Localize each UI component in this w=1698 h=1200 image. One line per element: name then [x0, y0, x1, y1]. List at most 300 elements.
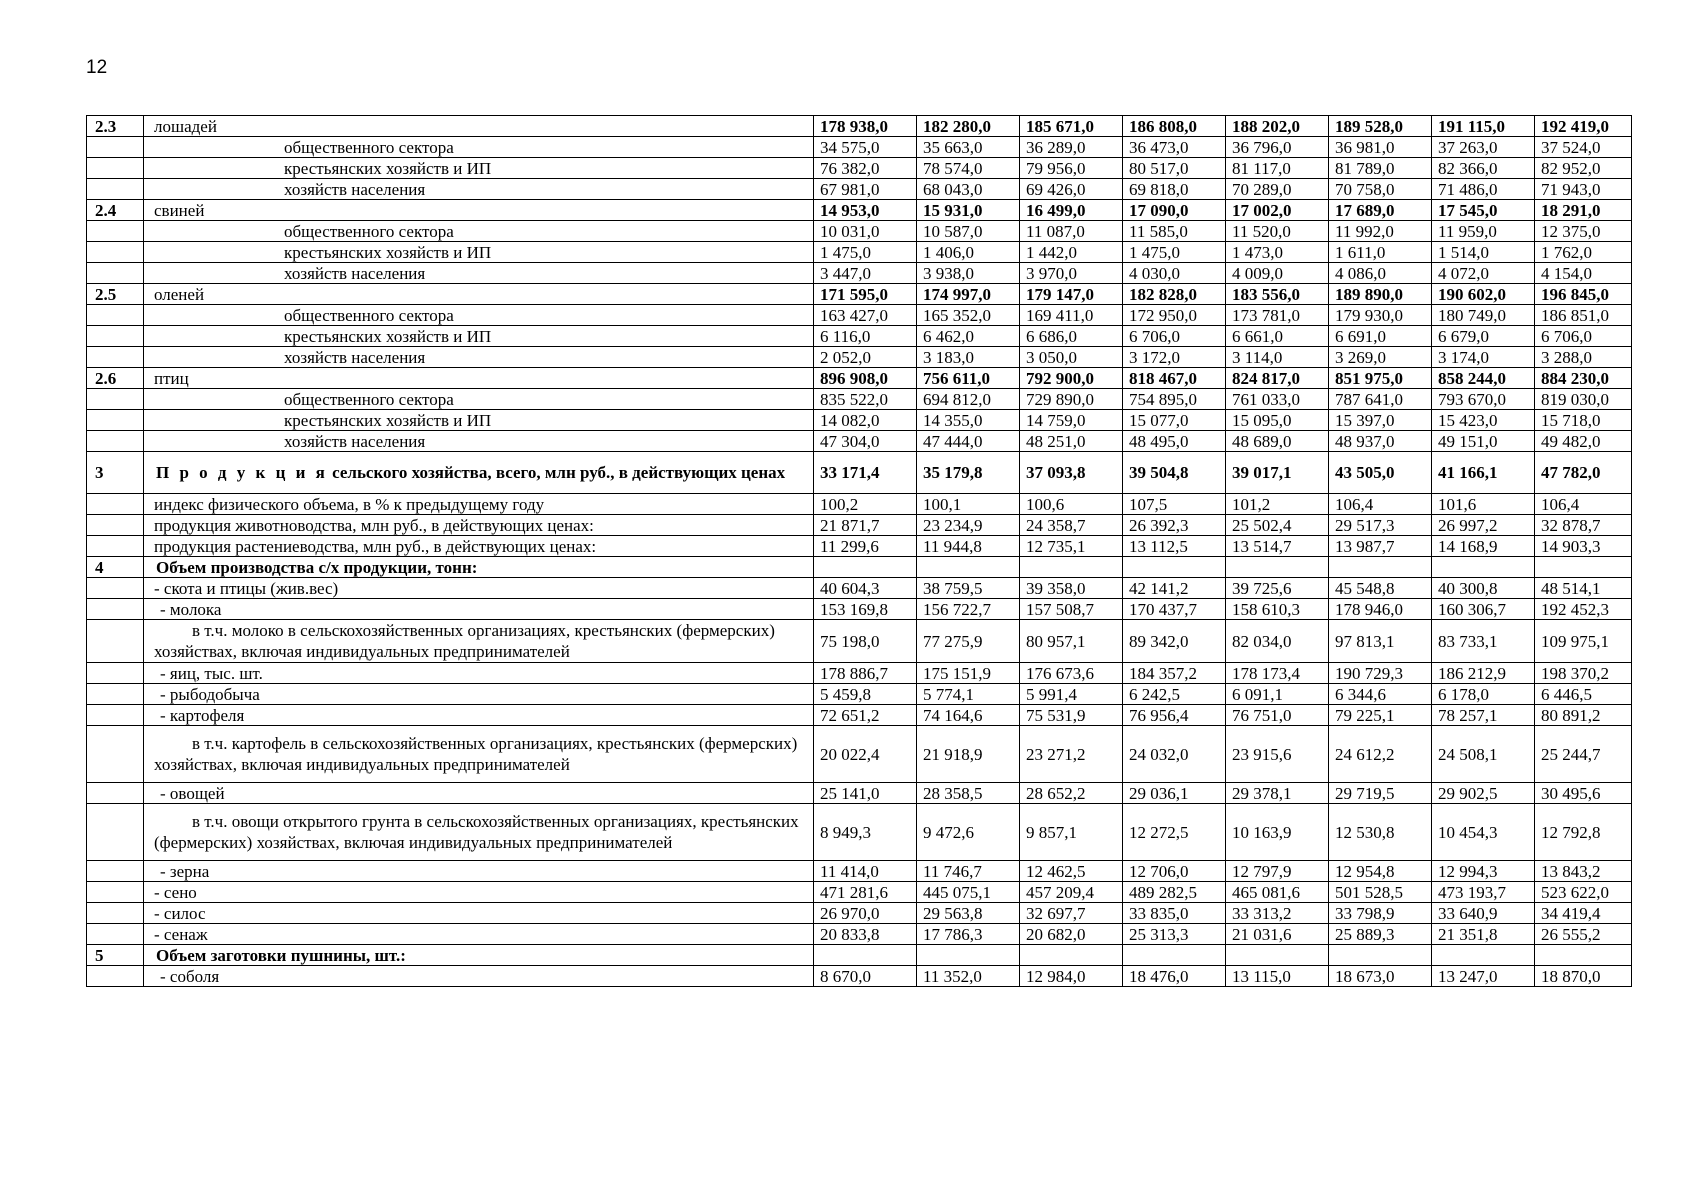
- row-label: - скота и птицы (жив.вес): [144, 578, 814, 599]
- value-cell: 12 954,8: [1329, 861, 1432, 882]
- row-label-text: сельского хозяйства, всего, млн руб., в действующих ценах: [327, 462, 786, 482]
- value-cell: 74 164,6: [917, 705, 1020, 726]
- value-cell: 18 673,0: [1329, 966, 1432, 987]
- row-label: общественного сектора: [144, 221, 814, 242]
- row-code: [87, 221, 144, 242]
- value-cell: 13 514,7: [1226, 536, 1329, 557]
- value-cell: [1432, 557, 1535, 578]
- value-cell: 6 706,0: [1535, 326, 1632, 347]
- value-cell: 10 031,0: [814, 221, 917, 242]
- value-cell: 165 352,0: [917, 305, 1020, 326]
- table-row: [87, 221, 1632, 242]
- value-cell: 28 652,2: [1020, 783, 1123, 804]
- value-cell: 29 378,1: [1226, 783, 1329, 804]
- row-label: - яиц, тыс. шт.: [144, 663, 814, 684]
- table-row: [87, 326, 1632, 347]
- value-cell: 6 706,0: [1123, 326, 1226, 347]
- table-row: [87, 882, 1632, 903]
- value-cell: 79 225,1: [1329, 705, 1432, 726]
- row-code: 2.4: [87, 200, 144, 221]
- value-cell: [1226, 945, 1329, 966]
- value-cell: 82 034,0: [1226, 620, 1329, 663]
- value-cell: 21 871,7: [814, 515, 917, 536]
- value-cell: 18 291,0: [1535, 200, 1632, 221]
- value-cell: 9 857,1: [1020, 804, 1123, 861]
- page-number: 12: [86, 57, 108, 78]
- row-code: [87, 158, 144, 179]
- value-cell: 20 833,8: [814, 924, 917, 945]
- value-cell: 186 851,0: [1535, 305, 1632, 326]
- row-code: [87, 966, 144, 987]
- value-cell: 196 845,0: [1535, 284, 1632, 305]
- value-cell: 23 234,9: [917, 515, 1020, 536]
- row-code: 3: [87, 452, 144, 494]
- value-cell: 38 759,5: [917, 578, 1020, 599]
- table-row: [87, 557, 1632, 578]
- value-cell: 182 828,0: [1123, 284, 1226, 305]
- value-cell: 89 342,0: [1123, 620, 1226, 663]
- row-code: [87, 242, 144, 263]
- value-cell: 24 032,0: [1123, 726, 1226, 783]
- value-cell: 39 017,1: [1226, 452, 1329, 494]
- table-row: [87, 431, 1632, 452]
- value-cell: 457 209,4: [1020, 882, 1123, 903]
- value-cell: 47 304,0: [814, 431, 917, 452]
- value-cell: 884 230,0: [1535, 368, 1632, 389]
- table-row: [87, 263, 1632, 284]
- row-code: 2.6: [87, 368, 144, 389]
- value-cell: 8 949,3: [814, 804, 917, 861]
- value-cell: 70 289,0: [1226, 179, 1329, 200]
- value-cell: 3 447,0: [814, 263, 917, 284]
- value-cell: 175 151,9: [917, 663, 1020, 684]
- row-code: [87, 924, 144, 945]
- value-cell: [1535, 557, 1632, 578]
- value-cell: 33 835,0: [1123, 903, 1226, 924]
- value-cell: 42 141,2: [1123, 578, 1226, 599]
- value-cell: 107,5: [1123, 494, 1226, 515]
- value-cell: 180 749,0: [1432, 305, 1535, 326]
- value-cell: 76 956,4: [1123, 705, 1226, 726]
- value-cell: 4 154,0: [1535, 263, 1632, 284]
- value-cell: 26 997,2: [1432, 515, 1535, 536]
- row-label: Объем заготовки пушнины, шт.:: [144, 945, 814, 966]
- table-row: [87, 903, 1632, 924]
- value-cell: 6 116,0: [814, 326, 917, 347]
- value-cell: [1020, 557, 1123, 578]
- value-cell: [1123, 557, 1226, 578]
- value-cell: [814, 557, 917, 578]
- value-cell: 11 944,8: [917, 536, 1020, 557]
- value-cell: 21 918,9: [917, 726, 1020, 783]
- table-row: [87, 284, 1632, 305]
- value-cell: 12 706,0: [1123, 861, 1226, 882]
- table-row: [87, 179, 1632, 200]
- value-cell: 20 682,0: [1020, 924, 1123, 945]
- value-cell: 97 813,1: [1329, 620, 1432, 663]
- value-cell: 819 030,0: [1535, 389, 1632, 410]
- row-label-spaced: П р о д у к ц и я: [156, 462, 328, 482]
- value-cell: 12 272,5: [1123, 804, 1226, 861]
- value-cell: 14 903,3: [1535, 536, 1632, 557]
- value-cell: 818 467,0: [1123, 368, 1226, 389]
- row-code: [87, 882, 144, 903]
- value-cell: 15 077,0: [1123, 410, 1226, 431]
- value-cell: 18 476,0: [1123, 966, 1226, 987]
- table-row: [87, 966, 1632, 987]
- value-cell: 14 953,0: [814, 200, 917, 221]
- value-cell: 13 843,2: [1535, 861, 1632, 882]
- row-label: крестьянских хозяйств и ИП: [144, 242, 814, 263]
- row-label: [144, 726, 814, 783]
- value-cell: 793 670,0: [1432, 389, 1535, 410]
- value-cell: 3 174,0: [1432, 347, 1535, 368]
- value-cell: 184 357,2: [1123, 663, 1226, 684]
- value-cell: 12 792,8: [1535, 804, 1632, 861]
- value-cell: 68 043,0: [917, 179, 1020, 200]
- row-label: хозяйств населения: [144, 347, 814, 368]
- row-label: оленей: [144, 284, 814, 305]
- value-cell: 47 782,0: [1535, 452, 1632, 494]
- row-label-text: в т.ч. овощи открытого грунта в сельскохозяйственных организациях, крестьянских (фермерских) хозяйствах, включая индивидуальных предпринимателей: [154, 812, 799, 852]
- value-cell: 21 031,6: [1226, 924, 1329, 945]
- row-code: [87, 305, 144, 326]
- value-cell: 37 093,8: [1020, 452, 1123, 494]
- value-cell: 14 082,0: [814, 410, 917, 431]
- row-label: - зерна: [144, 861, 814, 882]
- value-cell: 12 797,9: [1226, 861, 1329, 882]
- value-cell: 26 555,2: [1535, 924, 1632, 945]
- value-cell: 17 689,0: [1329, 200, 1432, 221]
- row-label-text: в т.ч. молоко в сельскохозяйственных организациях, крестьянских (фермерских) хозяйствах, включая индивидуальных предпринимателей: [154, 621, 775, 661]
- value-cell: 49 482,0: [1535, 431, 1632, 452]
- value-cell: 3 269,0: [1329, 347, 1432, 368]
- value-cell: 851 975,0: [1329, 368, 1432, 389]
- value-cell: 190 729,3: [1329, 663, 1432, 684]
- value-cell: [1226, 557, 1329, 578]
- row-code: [87, 137, 144, 158]
- value-cell: 37 263,0: [1432, 137, 1535, 158]
- value-cell: 10 163,9: [1226, 804, 1329, 861]
- value-cell: 17 002,0: [1226, 200, 1329, 221]
- row-label: хозяйств населения: [144, 431, 814, 452]
- value-cell: 13 112,5: [1123, 536, 1226, 557]
- value-cell: 15 931,0: [917, 200, 1020, 221]
- value-cell: 729 890,0: [1020, 389, 1123, 410]
- value-cell: 100,1: [917, 494, 1020, 515]
- value-cell: 5 459,8: [814, 684, 917, 705]
- value-cell: 11 087,0: [1020, 221, 1123, 242]
- table-row: [87, 116, 1632, 137]
- value-cell: 174 997,0: [917, 284, 1020, 305]
- value-cell: 1 406,0: [917, 242, 1020, 263]
- row-label: лошадей: [144, 116, 814, 137]
- value-cell: 169 411,0: [1020, 305, 1123, 326]
- value-cell: 824 817,0: [1226, 368, 1329, 389]
- value-cell: 29 517,3: [1329, 515, 1432, 536]
- value-cell: [814, 945, 917, 966]
- value-cell: 106,4: [1535, 494, 1632, 515]
- value-cell: 76 382,0: [814, 158, 917, 179]
- value-cell: 12 994,3: [1432, 861, 1535, 882]
- row-label: крестьянских хозяйств и ИП: [144, 326, 814, 347]
- value-cell: 896 908,0: [814, 368, 917, 389]
- table-row: [87, 945, 1632, 966]
- value-cell: 445 075,1: [917, 882, 1020, 903]
- row-label: общественного сектора: [144, 389, 814, 410]
- table-row: [87, 368, 1632, 389]
- value-cell: 501 528,5: [1329, 882, 1432, 903]
- value-cell: 835 522,0: [814, 389, 917, 410]
- table-row: [87, 536, 1632, 557]
- table-row: [87, 705, 1632, 726]
- value-cell: 106,4: [1329, 494, 1432, 515]
- row-code: [87, 861, 144, 882]
- value-cell: 489 282,5: [1123, 882, 1226, 903]
- value-cell: 787 641,0: [1329, 389, 1432, 410]
- value-cell: 24 612,2: [1329, 726, 1432, 783]
- row-label: крестьянских хозяйств и ИП: [144, 158, 814, 179]
- row-label: - картофеля: [144, 705, 814, 726]
- table-row: [87, 389, 1632, 410]
- value-cell: 43 505,0: [1329, 452, 1432, 494]
- value-cell: 1 762,0: [1535, 242, 1632, 263]
- row-label: продукция животноводства, млн руб., в действующих ценах:: [144, 515, 814, 536]
- value-cell: 81 117,0: [1226, 158, 1329, 179]
- value-cell: 191 115,0: [1432, 116, 1535, 137]
- value-cell: 6 462,0: [917, 326, 1020, 347]
- value-cell: 1 475,0: [1123, 242, 1226, 263]
- value-cell: 1 442,0: [1020, 242, 1123, 263]
- value-cell: 192 419,0: [1535, 116, 1632, 137]
- value-cell: 1 514,0: [1432, 242, 1535, 263]
- value-cell: 11 299,6: [814, 536, 917, 557]
- row-code: [87, 804, 144, 861]
- value-cell: 23 915,6: [1226, 726, 1329, 783]
- value-cell: 11 520,0: [1226, 221, 1329, 242]
- value-cell: 761 033,0: [1226, 389, 1329, 410]
- value-cell: 36 289,0: [1020, 137, 1123, 158]
- value-cell: 179 147,0: [1020, 284, 1123, 305]
- value-cell: 3 970,0: [1020, 263, 1123, 284]
- value-cell: 179 930,0: [1329, 305, 1432, 326]
- row-code: [87, 705, 144, 726]
- value-cell: 77 275,9: [917, 620, 1020, 663]
- value-cell: 109 975,1: [1535, 620, 1632, 663]
- table-row: [87, 410, 1632, 431]
- value-cell: 80 517,0: [1123, 158, 1226, 179]
- value-cell: 186 808,0: [1123, 116, 1226, 137]
- value-cell: 173 781,0: [1226, 305, 1329, 326]
- value-cell: [1123, 945, 1226, 966]
- value-cell: 3 114,0: [1226, 347, 1329, 368]
- value-cell: 188 202,0: [1226, 116, 1329, 137]
- value-cell: 80 957,1: [1020, 620, 1123, 663]
- value-cell: 36 796,0: [1226, 137, 1329, 158]
- value-cell: 171 595,0: [814, 284, 917, 305]
- value-cell: 11 585,0: [1123, 221, 1226, 242]
- value-cell: 17 090,0: [1123, 200, 1226, 221]
- value-cell: 25 889,3: [1329, 924, 1432, 945]
- value-cell: 70 758,0: [1329, 179, 1432, 200]
- value-cell: 160 306,7: [1432, 599, 1535, 620]
- table-row: [87, 137, 1632, 158]
- value-cell: 20 022,4: [814, 726, 917, 783]
- row-code: [87, 326, 144, 347]
- value-cell: 523 622,0: [1535, 882, 1632, 903]
- row-label: продукция растениеводства, млн руб., в действующих ценах:: [144, 536, 814, 557]
- row-label: крестьянских хозяйств и ИП: [144, 410, 814, 431]
- table-row: [87, 684, 1632, 705]
- value-cell: 101,2: [1226, 494, 1329, 515]
- value-cell: 33 640,9: [1432, 903, 1535, 924]
- value-cell: 17 545,0: [1432, 200, 1535, 221]
- table-body: [87, 116, 1632, 987]
- value-cell: 11 992,0: [1329, 221, 1432, 242]
- value-cell: 28 358,5: [917, 783, 1020, 804]
- row-label: хозяйств населения: [144, 263, 814, 284]
- value-cell: [1329, 945, 1432, 966]
- value-cell: 15 718,0: [1535, 410, 1632, 431]
- value-cell: 172 950,0: [1123, 305, 1226, 326]
- value-cell: 183 556,0: [1226, 284, 1329, 305]
- value-cell: 14 168,9: [1432, 536, 1535, 557]
- value-cell: 79 956,0: [1020, 158, 1123, 179]
- row-code: 5: [87, 945, 144, 966]
- value-cell: 15 095,0: [1226, 410, 1329, 431]
- value-cell: 10 587,0: [917, 221, 1020, 242]
- value-cell: [1020, 945, 1123, 966]
- table-row: [87, 599, 1632, 620]
- row-label: Объем производства с/х продукции, тонн:: [144, 557, 814, 578]
- value-cell: 69 426,0: [1020, 179, 1123, 200]
- table-row: [87, 494, 1632, 515]
- value-cell: 78 257,1: [1432, 705, 1535, 726]
- value-cell: 75 198,0: [814, 620, 917, 663]
- row-label: - сено: [144, 882, 814, 903]
- value-cell: 11 352,0: [917, 966, 1020, 987]
- value-cell: 9 472,6: [917, 804, 1020, 861]
- value-cell: 176 673,6: [1020, 663, 1123, 684]
- value-cell: 26 392,3: [1123, 515, 1226, 536]
- value-cell: 3 938,0: [917, 263, 1020, 284]
- value-cell: 178 886,7: [814, 663, 917, 684]
- value-cell: 471 281,6: [814, 882, 917, 903]
- row-label: общественного сектора: [144, 137, 814, 158]
- row-code: [87, 578, 144, 599]
- value-cell: 40 604,3: [814, 578, 917, 599]
- value-cell: 1 473,0: [1226, 242, 1329, 263]
- value-cell: 41 166,1: [1432, 452, 1535, 494]
- value-cell: 36 473,0: [1123, 137, 1226, 158]
- row-code: [87, 599, 144, 620]
- value-cell: 24 508,1: [1432, 726, 1535, 783]
- row-label: - соболя: [144, 966, 814, 987]
- value-cell: 4 086,0: [1329, 263, 1432, 284]
- value-cell: 29 902,5: [1432, 783, 1535, 804]
- value-cell: 2 052,0: [814, 347, 917, 368]
- value-cell: [1432, 945, 1535, 966]
- table-row: [87, 158, 1632, 179]
- value-cell: 15 423,0: [1432, 410, 1535, 431]
- value-cell: 156 722,7: [917, 599, 1020, 620]
- row-code: [87, 410, 144, 431]
- value-cell: 6 242,5: [1123, 684, 1226, 705]
- value-cell: 178 938,0: [814, 116, 917, 137]
- row-label: индекс физического объема, в % к предыдущему году: [144, 494, 814, 515]
- value-cell: 792 900,0: [1020, 368, 1123, 389]
- value-cell: 6 661,0: [1226, 326, 1329, 347]
- row-code: [87, 726, 144, 783]
- value-cell: 6 691,0: [1329, 326, 1432, 347]
- value-cell: 192 452,3: [1535, 599, 1632, 620]
- value-cell: 39 504,8: [1123, 452, 1226, 494]
- value-cell: 12 735,1: [1020, 536, 1123, 557]
- value-cell: 100,6: [1020, 494, 1123, 515]
- value-cell: 78 574,0: [917, 158, 1020, 179]
- value-cell: 48 251,0: [1020, 431, 1123, 452]
- table-row: [87, 347, 1632, 368]
- value-cell: 3 183,0: [917, 347, 1020, 368]
- row-code: [87, 179, 144, 200]
- table-row: [87, 452, 1632, 494]
- value-cell: 39 725,6: [1226, 578, 1329, 599]
- row-code: [87, 536, 144, 557]
- value-cell: 153 169,8: [814, 599, 917, 620]
- value-cell: 72 651,2: [814, 705, 917, 726]
- value-cell: 40 300,8: [1432, 578, 1535, 599]
- table-row: [87, 242, 1632, 263]
- row-code: [87, 515, 144, 536]
- row-label: птиц: [144, 368, 814, 389]
- value-cell: 34 575,0: [814, 137, 917, 158]
- table-row: [87, 861, 1632, 882]
- value-cell: 5 774,1: [917, 684, 1020, 705]
- value-cell: 15 397,0: [1329, 410, 1432, 431]
- value-cell: 858 244,0: [1432, 368, 1535, 389]
- value-cell: 5 991,4: [1020, 684, 1123, 705]
- value-cell: 6 178,0: [1432, 684, 1535, 705]
- row-code: [87, 347, 144, 368]
- value-cell: 157 508,7: [1020, 599, 1123, 620]
- value-cell: 25 313,3: [1123, 924, 1226, 945]
- row-code: 2.5: [87, 284, 144, 305]
- value-cell: 33 171,4: [814, 452, 917, 494]
- value-cell: 36 981,0: [1329, 137, 1432, 158]
- value-cell: 190 602,0: [1432, 284, 1535, 305]
- value-cell: 178 946,0: [1329, 599, 1432, 620]
- row-code: [87, 620, 144, 663]
- table-row: [87, 924, 1632, 945]
- row-code: [87, 389, 144, 410]
- value-cell: 158 610,3: [1226, 599, 1329, 620]
- row-label: [144, 452, 814, 494]
- value-cell: 182 280,0: [917, 116, 1020, 137]
- value-cell: 25 141,0: [814, 783, 917, 804]
- table-row: [87, 663, 1632, 684]
- value-cell: 186 212,9: [1432, 663, 1535, 684]
- row-label: [144, 620, 814, 663]
- row-label: - сенаж: [144, 924, 814, 945]
- value-cell: 29 719,5: [1329, 783, 1432, 804]
- value-cell: 75 531,9: [1020, 705, 1123, 726]
- value-cell: 8 670,0: [814, 966, 917, 987]
- value-cell: 12 375,0: [1535, 221, 1632, 242]
- value-cell: 6 344,6: [1329, 684, 1432, 705]
- row-label: - овощей: [144, 783, 814, 804]
- row-code: [87, 263, 144, 284]
- value-cell: 198 370,2: [1535, 663, 1632, 684]
